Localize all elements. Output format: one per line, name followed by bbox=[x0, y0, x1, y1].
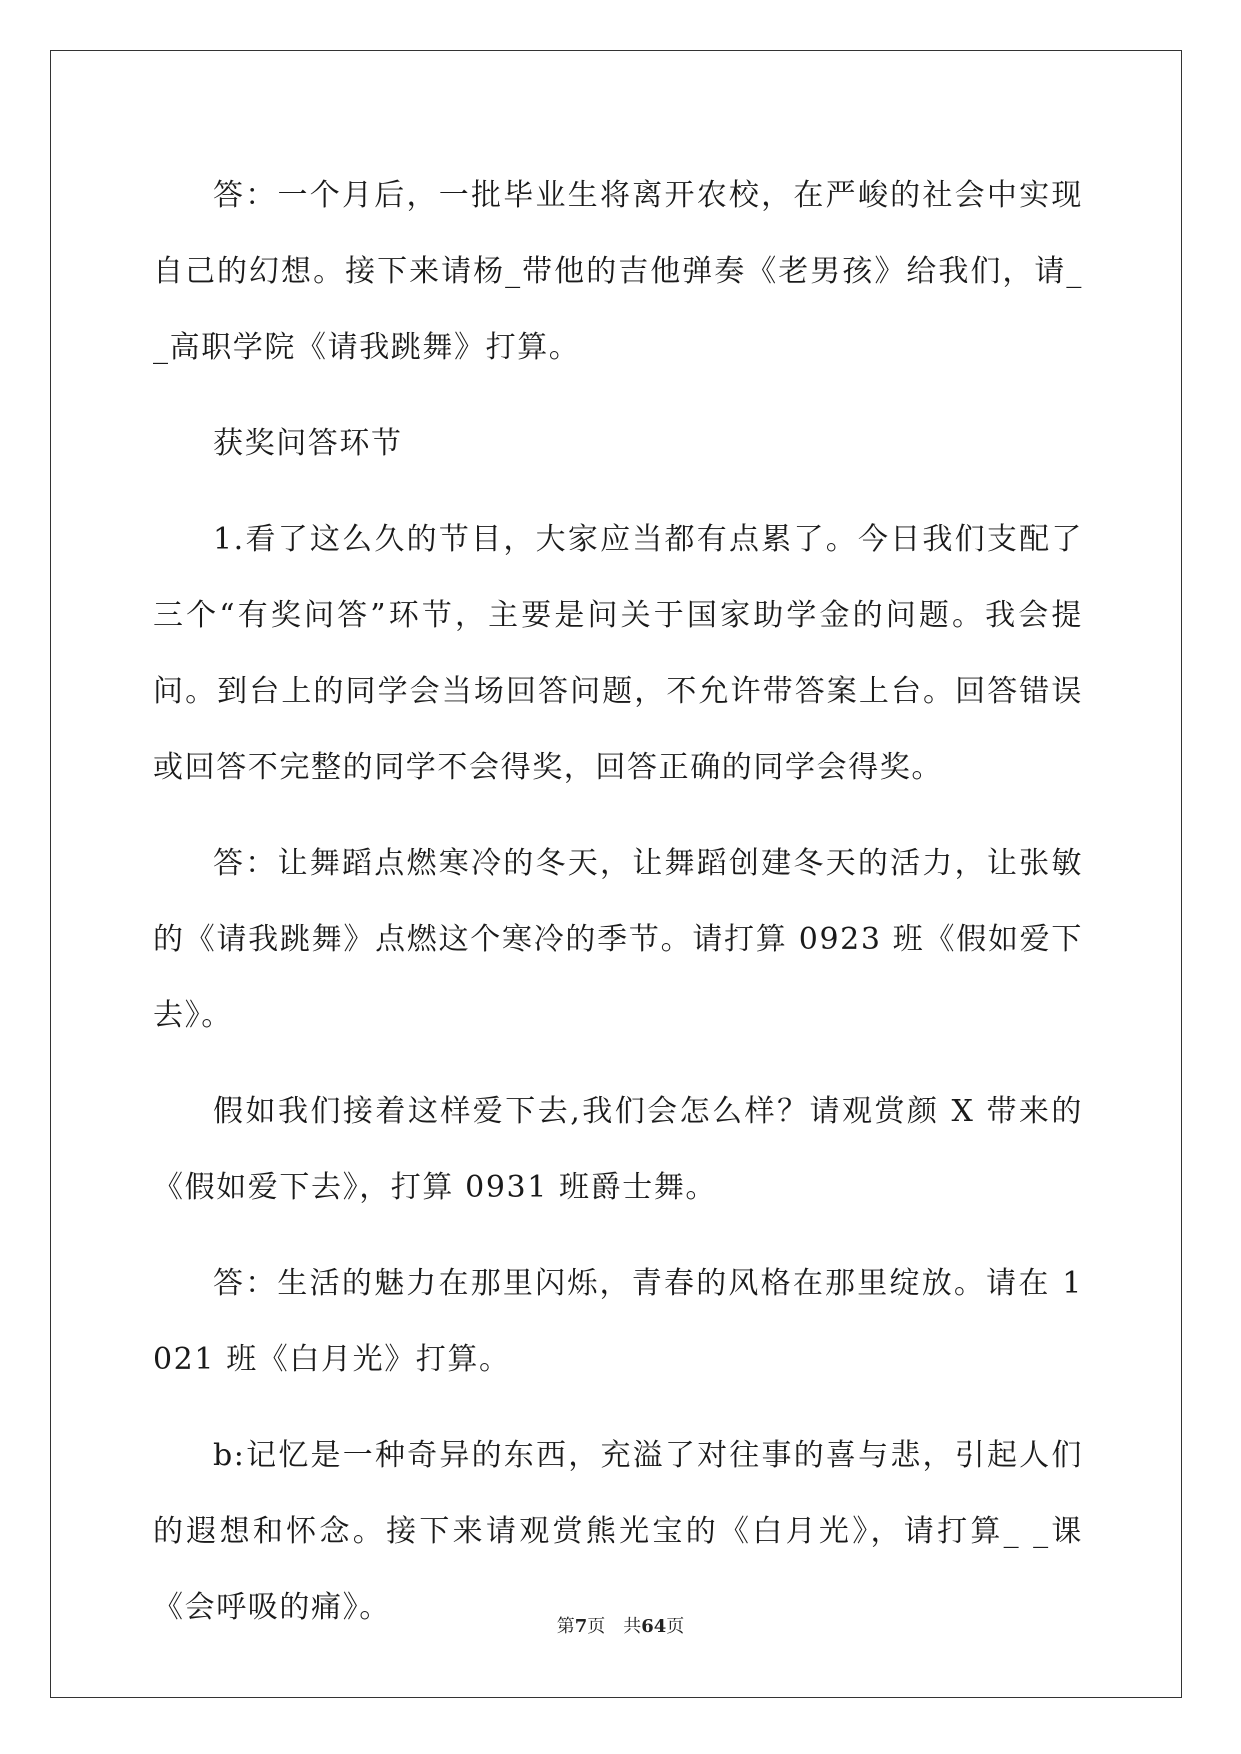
footer-total-unit: 页 bbox=[666, 1616, 685, 1637]
total-pages-number: 64 bbox=[641, 1616, 667, 1637]
footer-total-prefix: 共 bbox=[623, 1616, 642, 1637]
footer-page-unit: 页 bbox=[587, 1616, 606, 1637]
page-footer bbox=[0, 1612, 1241, 1638]
paragraph-4: 假如我们接着这样爱下去,我们会怎么样？请观赏颜 X 带来的《假如爱下去》，打算 0931 班爵士舞。 bbox=[153, 1094, 1083, 1205]
section-heading: 获奖问答环节 bbox=[213, 426, 403, 461]
paragraph-3: 答：让舞蹈点燃寒冷的冬天，让舞蹈创建冬天的活力，让张敏的《请我跳舞》点燃这个寒冷的季节。请打算 0923 班《假如爱下去》。 bbox=[153, 846, 1083, 1033]
document-body bbox=[153, 158, 1083, 1666]
paragraph-5: 答：生活的魅力在那里闪烁，青春的风格在那里绽放。请在 1021 班《白月光》打算。 bbox=[153, 1266, 1083, 1377]
paragraph-2: 1.看了这么久的节目，大家应当都有点累了。今日我们支配了三个“有奖问答”环节，主要是问关于国家助学金的问题。我会提问。到台上的同学会当场回答问题，不允许带答案上台。回答错误或回答不完整的同学不会得奖，回答正确的同学会得奖。 bbox=[153, 522, 1083, 785]
paragraph-1: 答：一个月后，一批毕业生将离开农校，在严峻的社会中实现自己的幻想。接下来请杨_带他的吉他弹奏《老男孩》给我们，请_ _高职学院《请我跳舞》打算。 bbox=[153, 178, 1083, 365]
current-page-number: 7 bbox=[574, 1616, 588, 1637]
paragraph-6: b:记忆是一种奇异的东西，充溢了对往事的喜与悲，引起人们的遐想和怀念。接下来请观赏熊光宝的《白月光》，请打算_ _课《会呼吸的痛》。 bbox=[153, 1438, 1083, 1625]
footer-prefix: 第 bbox=[556, 1616, 575, 1637]
